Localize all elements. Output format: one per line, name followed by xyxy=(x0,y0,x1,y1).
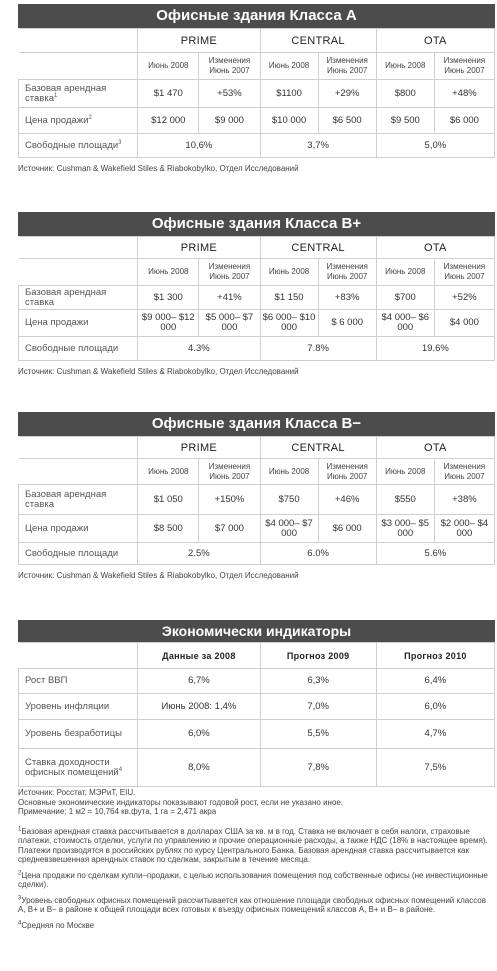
cell: 7,0% xyxy=(260,694,376,720)
cell: $5 000– $7 000 xyxy=(199,310,260,337)
sub-header-date: Июнь 2008 xyxy=(138,53,199,80)
group-header: CENTRAL xyxy=(260,437,376,459)
cell: 3,7% xyxy=(260,134,376,158)
cell: $8 500 xyxy=(138,515,199,543)
cell: $750 xyxy=(260,485,318,515)
cell: $1 050 xyxy=(138,485,199,515)
cell: $10 000 xyxy=(260,108,318,134)
table-row xyxy=(19,515,495,543)
table-row xyxy=(19,543,495,565)
sub-header-date: Июнь 2008 xyxy=(260,259,318,286)
group-header: PRIME xyxy=(138,437,260,459)
group-header: OTA xyxy=(376,29,494,53)
notes-line: Примечание: 1 м2 = 10,764 кв.фута, 1 га = 2,471 акра xyxy=(18,807,217,816)
sub-header-change: Изменения Июнь 2007 xyxy=(434,459,494,485)
row-label: Рост ВВП xyxy=(19,669,138,694)
cell: $800 xyxy=(376,80,434,108)
group-header: OTA xyxy=(376,437,494,459)
cell: $9 500 xyxy=(376,108,434,134)
cell: 8,0% xyxy=(138,749,260,787)
cell: 2.5% xyxy=(138,543,260,565)
footnote-1: $^1$Базовая арендная ставка рассчитывается в долларах США за кв. м в год. Ставка не включает в себя налоги, страховые платежи, стоимость отделки, услуги по управлению и прочие операционные расходы, а также НДС (18% в настоящее время). Платежи производятся в российских рублях по курсу Центрального Банка. Базовая арендная ставка рассчитывается как средневзвешенная арендных ставок по сделкам, закрытым в течение месяца. xyxy=(18,825,488,864)
table-row xyxy=(19,749,495,787)
class-a-table xyxy=(18,28,495,158)
sub-header-change: Изменения Июнь 2007 xyxy=(199,53,260,80)
cell: 7.8% xyxy=(260,337,376,361)
cell: $9 000– $12 000 xyxy=(138,310,199,337)
row-label: Цена продажи$^2$ xyxy=(19,108,138,134)
cell: 19.6% xyxy=(376,337,494,361)
class-a-section xyxy=(18,4,495,173)
sub-header-change: Изменения Июнь 2007 xyxy=(318,459,376,485)
cell: 6,3% xyxy=(260,669,376,694)
cell: $6 000 xyxy=(434,108,494,134)
cell: 4.3% xyxy=(138,337,260,361)
group-header: PRIME xyxy=(138,237,260,259)
sub-header-change: Изменения Июнь 2007 xyxy=(434,53,494,80)
table-row xyxy=(19,286,495,310)
class-bminus-section xyxy=(18,412,495,580)
cell: $4 000– $7 000 xyxy=(260,515,318,543)
table-row xyxy=(19,310,495,337)
cell: $6 000– $10 000 xyxy=(260,310,318,337)
group-header: OTA xyxy=(376,237,494,259)
sub-header-date: Июнь 2008 xyxy=(376,259,434,286)
class-a-title: Офисные здания Класса А xyxy=(18,4,495,28)
econ-title: Экономически индикаторы xyxy=(18,620,495,642)
table-row xyxy=(19,694,495,720)
source-note: Источник: Cushman & Wakefield Stiles & Riabokobylko, Отдел Исследований xyxy=(18,164,299,173)
cell: 4,7% xyxy=(376,720,494,749)
table-row xyxy=(19,337,495,361)
cell: +83% xyxy=(318,286,376,310)
cell: $550 xyxy=(376,485,434,515)
sub-header-date: Июнь 2008 xyxy=(138,259,199,286)
cell: $6 500 xyxy=(318,108,376,134)
footnotes xyxy=(18,788,488,936)
sub-header-date: Июнь 2008 xyxy=(260,459,318,485)
row-label: Уровень безработицы xyxy=(19,720,138,749)
cell: +53% xyxy=(199,80,260,108)
cell: 6,4% xyxy=(376,669,494,694)
notes-source: Источник: Росстат, МЭРиТ, EIU. xyxy=(18,788,136,797)
class-bminus-table xyxy=(18,436,495,565)
cell: 6,0% xyxy=(138,720,260,749)
cell: $1 470 xyxy=(138,80,199,108)
footnote-4: $^4$Средняя по Москве xyxy=(18,919,95,930)
cell: $4 000– $6 000 xyxy=(376,310,434,337)
cell: $4 000 xyxy=(434,310,494,337)
sub-header-date: Июнь 2008 xyxy=(138,459,199,485)
table-row xyxy=(19,669,495,694)
cell: $12 000 xyxy=(138,108,199,134)
column-header: Прогноз 2010 xyxy=(376,643,494,669)
notes-line: Основные экономические индикаторы показывают годовой рост, если не указано иное. xyxy=(18,797,344,807)
table-row xyxy=(19,134,495,158)
cell: 5,5% xyxy=(260,720,376,749)
row-label: Базовая арендная ставка$^1$ xyxy=(19,80,138,108)
cell: $9 000 xyxy=(199,108,260,134)
source-note: Источник: Cushman & Wakefield Stiles & Riabokobylko, Отдел Исследований xyxy=(18,367,299,376)
table-row xyxy=(19,108,495,134)
table-row xyxy=(19,80,495,108)
row-label: Цена продажи xyxy=(19,310,138,337)
cell: $7 000 xyxy=(199,515,260,543)
row-label: Цена продажи xyxy=(19,515,138,543)
row-label: Свободные площади xyxy=(19,337,138,361)
table-row xyxy=(19,720,495,749)
sub-header-change: Изменения Июнь 2007 xyxy=(434,259,494,286)
cell: 5.6% xyxy=(376,543,494,565)
cell: $6 000 xyxy=(318,515,376,543)
cell: $1 300 xyxy=(138,286,199,310)
cell: 7,5% xyxy=(376,749,494,787)
sub-header-change: Изменения Июнь 2007 xyxy=(199,459,260,485)
cell: $1 150 xyxy=(260,286,318,310)
cell: 6,7% xyxy=(138,669,260,694)
column-header: Данные за 2008 xyxy=(138,643,260,669)
column-header: Прогноз 2009 xyxy=(260,643,376,669)
cell: $2 000– $4 000 xyxy=(434,515,494,543)
table-row xyxy=(19,485,495,515)
footnote-2: $^2$Цена продажи по сделкам купли–продажи, с целью использования помещения под собственные офисы (не инвестиционные сделки). xyxy=(18,869,488,889)
cell: +41% xyxy=(199,286,260,310)
cell: +52% xyxy=(434,286,494,310)
cell: $1100 xyxy=(260,80,318,108)
row-label: Свободные площади xyxy=(19,543,138,565)
row-label: Уровень инфляции xyxy=(19,694,138,720)
sub-header-date: Июнь 2008 xyxy=(376,53,434,80)
cell: 6,0% xyxy=(376,694,494,720)
cell: +29% xyxy=(318,80,376,108)
cell: 6.0% xyxy=(260,543,376,565)
source-note: Источник: Cushman & Wakefield Stiles & Riabokobylko, Отдел Исследований xyxy=(18,571,299,580)
footnote-3: $^3$Уровень свободных офисных помещений рассчитывается как отношение площади свободных офисных помещений классов А, В+ и В− в районе к общей площади всех готовых к въезду офисных помещений классов А, В+ и В− в районе. xyxy=(18,894,486,914)
cell: $3 000– $5 000 xyxy=(376,515,434,543)
class-bplus-title: Офисные здания Класса В+ xyxy=(18,212,495,236)
cell: $700 xyxy=(376,286,434,310)
class-bminus-title: Офисные здания Класса В− xyxy=(18,412,495,436)
cell: 5,0% xyxy=(376,134,494,158)
sub-header-date: Июнь 2008 xyxy=(376,459,434,485)
class-bplus-table xyxy=(18,236,495,361)
group-header: CENTRAL xyxy=(260,29,376,53)
row-label: Базовая арендная ставка xyxy=(19,286,138,310)
sub-header-change: Изменения Июнь 2007 xyxy=(318,259,376,286)
sub-header-date: Июнь 2008 xyxy=(260,53,318,80)
cell: +46% xyxy=(318,485,376,515)
cell: $ 6 000 xyxy=(318,310,376,337)
cell: +150% xyxy=(199,485,260,515)
cell: Июнь 2008: 1,4% xyxy=(138,694,260,720)
row-label: Ставка доходности офисных помещений$^4$ xyxy=(19,749,138,787)
cell: 10,6% xyxy=(138,134,260,158)
group-header: CENTRAL xyxy=(260,237,376,259)
sub-header-change: Изменения Июнь 2007 xyxy=(318,53,376,80)
econ-table xyxy=(18,642,495,787)
group-header: PRIME xyxy=(138,29,260,53)
cell: 7,8% xyxy=(260,749,376,787)
econ-section xyxy=(18,620,495,787)
sub-header-change: Изменения Июнь 2007 xyxy=(199,259,260,286)
row-label: Свободные площади$^3$ xyxy=(19,134,138,158)
class-bplus-section xyxy=(18,212,495,376)
row-label: Базовая арендная ставка xyxy=(19,485,138,515)
cell: +38% xyxy=(434,485,494,515)
cell: +48% xyxy=(434,80,494,108)
